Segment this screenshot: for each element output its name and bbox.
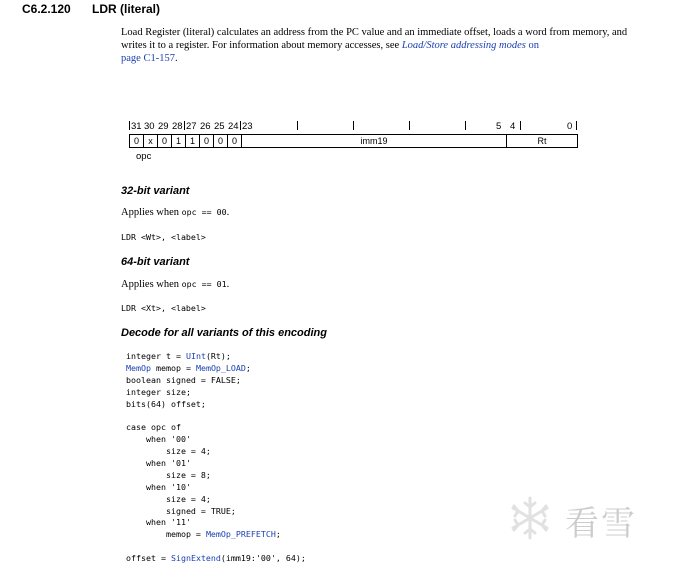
- code-text: ;: [245, 362, 251, 373]
- code-text: (imm19:'00', 64);: [220, 553, 306, 564]
- bit-label: 27: [186, 121, 197, 132]
- encoding-cell: 0: [228, 135, 242, 148]
- applies-suffix: .: [226, 207, 230, 218]
- code-line: [126, 422, 306, 434]
- code-text: boolean signed = FALSE;: [126, 374, 241, 385]
- code-line: [126, 482, 306, 494]
- description-paragraph: [121, 26, 641, 65]
- code-function-link[interactable]: MemOp_LOAD: [195, 362, 246, 373]
- applies-32bit: [121, 207, 229, 218]
- code-line: [126, 399, 306, 411]
- heading-decode: Decode for all variants of this encoding: [121, 327, 327, 339]
- bit-label: 5: [496, 121, 502, 132]
- code-text: size = 4;: [126, 446, 211, 457]
- code-text: integer size;: [126, 386, 191, 397]
- encoding-field-rt: Rt: [507, 135, 578, 148]
- code-function-link[interactable]: UInt: [185, 351, 206, 361]
- code-function-link[interactable]: SignExtend: [170, 553, 221, 564]
- code-text: bits(64) offset;: [126, 398, 206, 409]
- section-number: C6.2.120: [22, 2, 71, 16]
- code-text: (Rt);: [205, 351, 231, 361]
- code-text: size = 8;: [126, 469, 211, 480]
- encoding-cell: 1: [172, 135, 186, 148]
- code-text: when '11': [126, 517, 191, 528]
- encoding-cell: 0: [158, 135, 172, 148]
- code-text: integer t =: [126, 351, 186, 361]
- code-line: [126, 506, 306, 518]
- applies-code: opc == 01: [181, 279, 227, 289]
- code-line: [126, 351, 306, 363]
- code-line: [126, 446, 306, 458]
- bit-label: 4: [510, 121, 516, 132]
- encoding-diagram: [129, 134, 578, 148]
- description-text: Load Register (literal) calculates an address from the PC value and an immediate offset, loads a word from memory, and writes it to a register. For information about memory accesses, see: [121, 27, 628, 51]
- bit-label: 31: [131, 121, 142, 132]
- code-text: when '00': [126, 434, 191, 445]
- code-line: [126, 529, 306, 541]
- code-text: case opc of: [126, 422, 181, 433]
- applies-prefix: Applies when: [121, 279, 182, 290]
- applies-suffix: .: [226, 279, 230, 290]
- bit-label: 24: [228, 121, 239, 132]
- encoding-cell: 1: [186, 135, 200, 148]
- syntax-32bit: LDR <Wt>, <label>: [121, 232, 206, 242]
- code-function-link[interactable]: MemOp_PREFETCH: [205, 529, 276, 540]
- heading-32bit-variant: 32-bit variant: [121, 185, 190, 197]
- link-load-store-addressing-modes[interactable]: Load/Store addressing modes: [401, 40, 526, 51]
- syntax-64bit: LDR <Xt>, <label>: [121, 303, 206, 313]
- bit-label: 30: [144, 121, 155, 132]
- bit-label: 25: [214, 121, 225, 132]
- opc-field-label: opc: [136, 151, 152, 162]
- bit-ruler: [129, 121, 579, 133]
- bit-label: 28: [172, 121, 183, 132]
- code-text: memop =: [150, 362, 196, 373]
- code-line: [126, 434, 306, 446]
- code-line: [126, 517, 306, 529]
- code-line: [126, 410, 306, 422]
- code-function-link[interactable]: MemOp: [126, 362, 151, 373]
- encoding-cell: 0: [130, 135, 144, 148]
- encoding-field-imm19: imm19: [242, 135, 507, 148]
- link-page-ref[interactable]: page C1-157: [121, 53, 175, 64]
- description-end: .: [174, 53, 178, 64]
- bit-label: 26: [200, 121, 211, 132]
- code-text: ;: [275, 529, 281, 540]
- encoding-cell: 0: [214, 135, 228, 148]
- encoding-cell: 0: [200, 135, 214, 148]
- applies-64bit: [121, 279, 229, 290]
- heading-64bit-variant: 64-bit variant: [121, 256, 190, 268]
- code-line: [126, 470, 306, 482]
- code-line: [126, 553, 306, 565]
- bit-label: 29: [158, 121, 169, 132]
- applies-prefix: Applies when: [121, 207, 182, 218]
- code-line: [126, 494, 306, 506]
- code-text: offset =: [126, 553, 171, 564]
- code-text: when '10': [126, 481, 191, 492]
- code-line: [126, 541, 306, 553]
- code-text: size = 4;: [126, 493, 211, 504]
- bit-label: 23: [242, 121, 253, 132]
- link-on[interactable]: on: [525, 40, 539, 51]
- code-text: memop =: [126, 529, 206, 540]
- section-title: LDR (literal): [92, 2, 161, 16]
- code-line: [126, 387, 306, 399]
- bit-label: 0: [567, 121, 573, 132]
- code-line: [126, 458, 306, 470]
- applies-code: opc == 00: [181, 207, 227, 217]
- code-text: signed = TRUE;: [126, 505, 236, 516]
- code-line: [126, 375, 306, 387]
- encoding-cell: x: [144, 135, 158, 148]
- watermark-text: 看雪: [565, 504, 637, 544]
- code-line: [126, 363, 306, 375]
- code-text: when '01': [126, 458, 191, 469]
- decode-code-block: [126, 351, 306, 565]
